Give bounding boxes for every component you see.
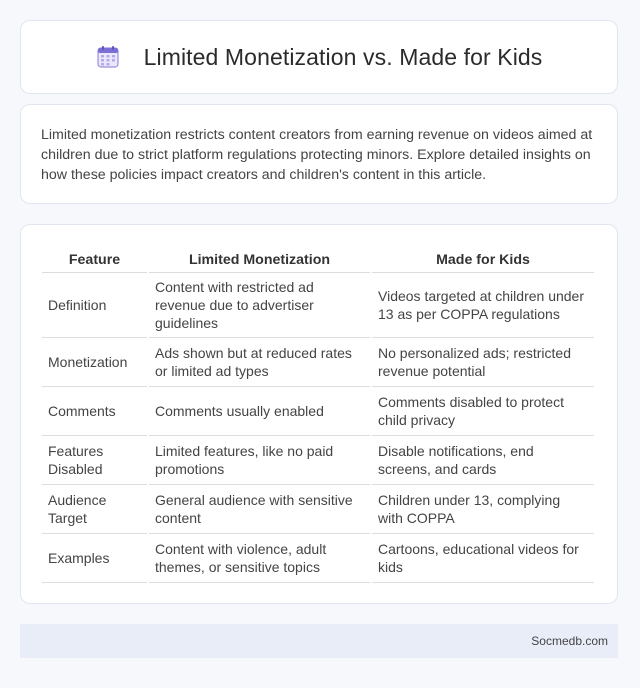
limited-monetization-cell: Limited features, like no paid promotions <box>149 436 370 485</box>
calendar-icon <box>96 45 120 69</box>
limited-monetization-cell: Ads shown but at reduced rates or limited ad types <box>149 338 370 387</box>
header-made-for-kids: Made for Kids <box>372 245 594 273</box>
made-for-kids-cell: Children under 13, complying with COPPA <box>372 485 594 534</box>
limited-monetization-cell: General audience with sensitive content <box>149 485 370 534</box>
table-card <box>20 224 618 604</box>
feature-cell: Examples <box>42 534 147 583</box>
made-for-kids-cell: Comments disabled to protect child privacy <box>372 387 594 436</box>
page-title: Limited Monetization vs. Made for Kids <box>143 43 543 70</box>
feature-cell: Comments <box>42 387 147 436</box>
table-row <box>42 387 594 436</box>
table-row <box>42 485 594 534</box>
feature-cell: Audience Target <box>42 485 147 534</box>
intro-card <box>20 104 618 204</box>
limited-monetization-cell: Content with violence, adult themes, or sensitive topics <box>149 534 370 583</box>
table-row <box>42 338 594 387</box>
intro-text: Limited monetization restricts content creators from earning revenue on videos aimed at children due to strict platform regulations protecting minors. Explore detailed insights on how these policies impact creators and children's content in this article. <box>41 127 593 183</box>
feature-cell: Features Disabled <box>42 436 147 485</box>
comparison-table <box>40 245 596 583</box>
footer-source: Socmedb.com <box>531 634 608 648</box>
made-for-kids-cell: Videos targeted at children under 13 as per COPPA regulations <box>372 273 594 338</box>
table-row <box>42 436 594 485</box>
title-card <box>20 20 618 94</box>
table-row <box>42 273 594 338</box>
feature-cell: Monetization <box>42 338 147 387</box>
limited-monetization-cell: Comments usually enabled <box>149 387 370 436</box>
made-for-kids-cell: Cartoons, educational videos for kids <box>372 534 594 583</box>
header-feature: Feature <box>42 245 147 273</box>
header-limited-monetization: Limited Monetization <box>149 245 370 273</box>
made-for-kids-cell: No personalized ads; restricted revenue potential <box>372 338 594 387</box>
footer <box>20 624 618 658</box>
table-row <box>42 534 594 583</box>
limited-monetization-cell: Content with restricted ad revenue due to advertiser guidelines <box>149 273 370 338</box>
feature-cell: Definition <box>42 273 147 338</box>
made-for-kids-cell: Disable notifications, end screens, and cards <box>372 436 594 485</box>
table-header-row <box>42 245 594 273</box>
